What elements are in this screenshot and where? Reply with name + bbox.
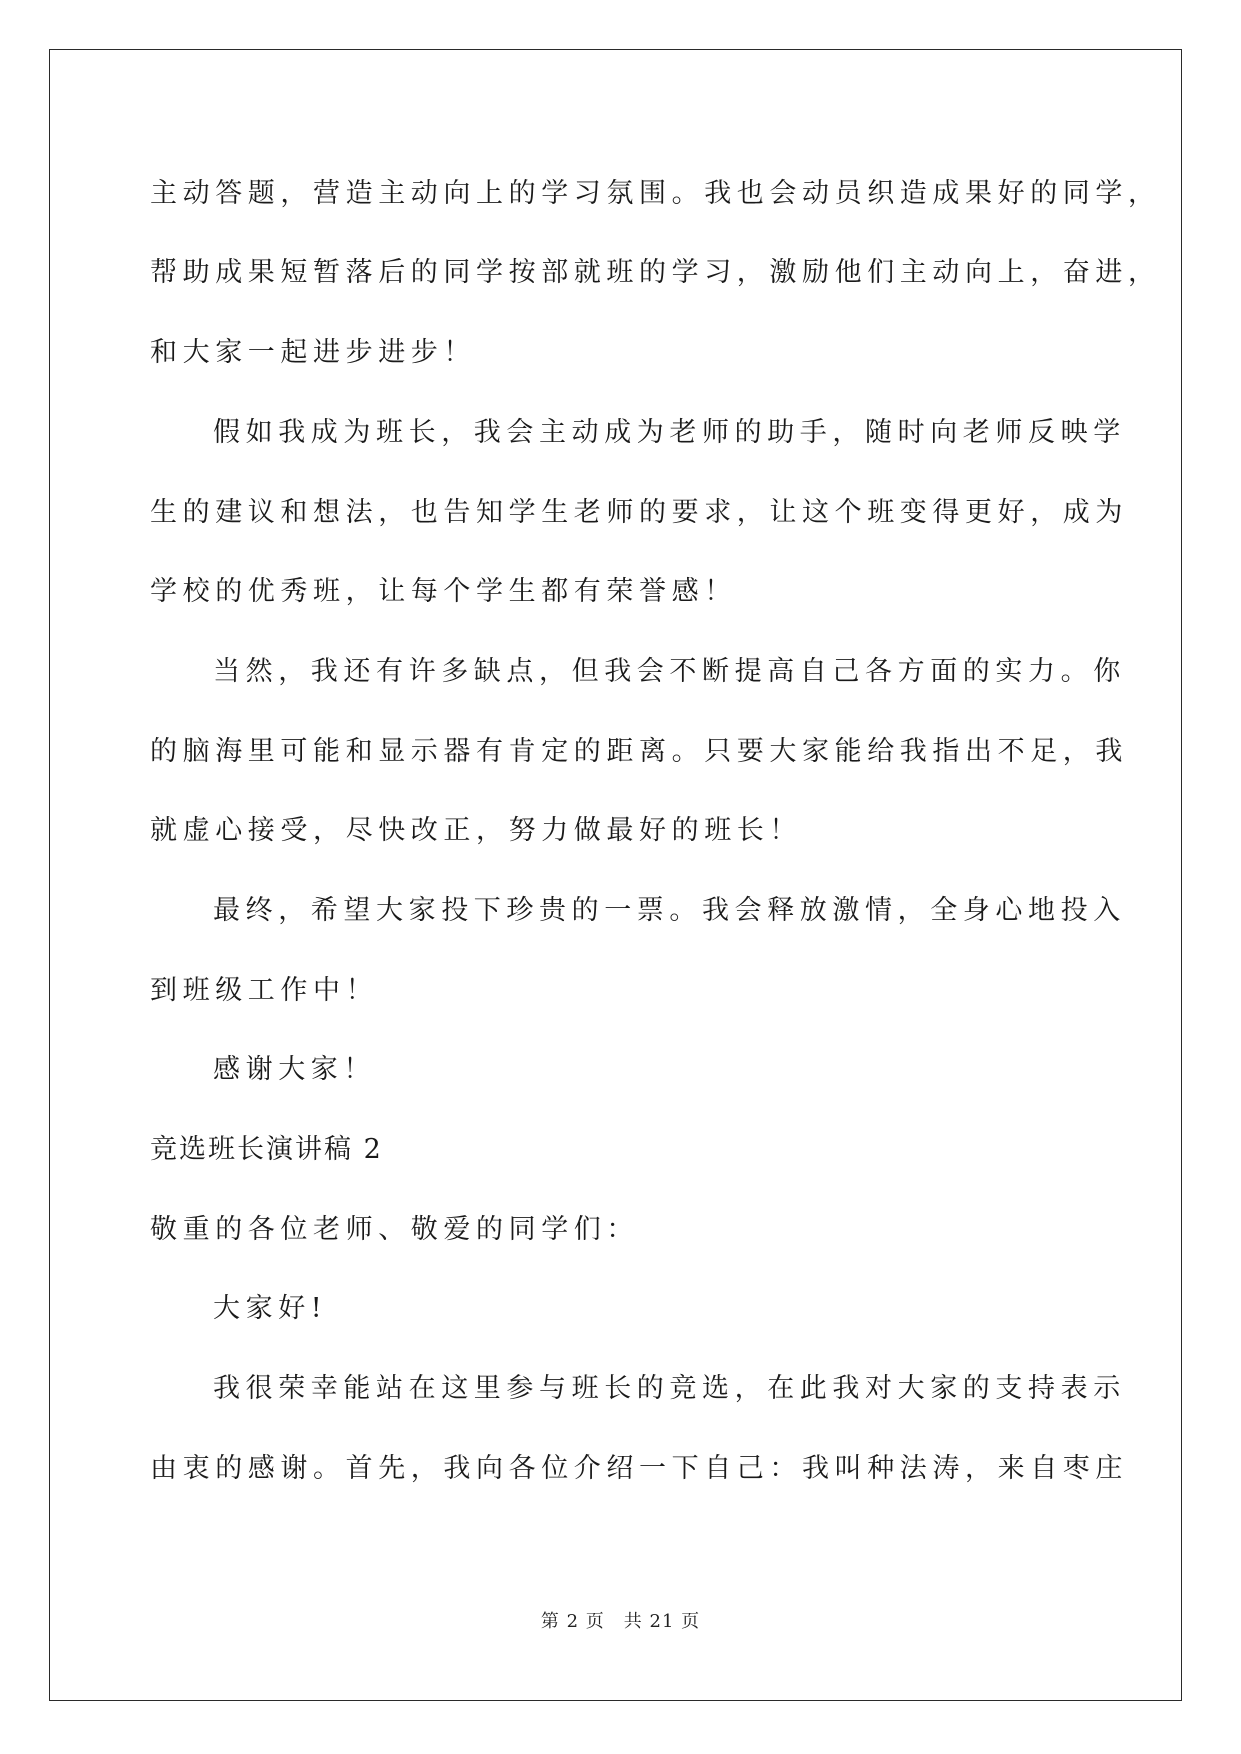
paragraph-start: 假如我成为班长，我会主动成为老师的助手，随时向老师反映学 <box>213 417 1126 448</box>
page-number: 第 2 页 共 21 页 <box>540 1611 701 1632</box>
text-line: 和大家一起进步进步！ <box>150 337 476 368</box>
paragraph-start: 当然，我还有许多缺点，但我会不断提高自己各方面的实力。你 <box>213 656 1126 687</box>
text-line: 学校的优秀班，让每个学生都有荣誉感！ <box>150 576 737 607</box>
text-line: 的脑海里可能和显示器有肯定的距离。只要大家能给我指出不足，我 <box>150 736 1128 767</box>
text-line: 生的建议和想法，也告知学生老师的要求，让这个班变得更好，成为 <box>150 497 1128 528</box>
text-line: 就虚心接受，尽快改正，努力做最好的班长！ <box>150 815 802 846</box>
greeting: 大家好! <box>213 1293 328 1324</box>
paragraph-start: 感谢大家！ <box>213 1054 376 1085</box>
text-line: 由衷的感谢。首先，我向各位介绍一下自己：我叫种法涛，来自枣庄 <box>150 1453 1128 1484</box>
text-line: 主动答题，营造主动向上的学习氛围。我也会动员织造成果好的同学， <box>150 178 1161 209</box>
salutation: 敬重的各位老师、敬爱的同学们： <box>150 1214 639 1245</box>
text-line: 帮助成果短暂落后的同学按部就班的学习，激励他们主动向上，奋进， <box>150 257 1161 288</box>
paragraph-start: 我很荣幸能站在这里参与班长的竞选，在此我对大家的支持表示 <box>213 1373 1126 1404</box>
paragraph-start: 最终，希望大家投下珍贵的一票。我会释放激情，全身心地投入 <box>213 895 1126 926</box>
text-line: 到班级工作中！ <box>150 975 379 1006</box>
section-title: 竞选班长演讲稿 2 <box>150 1134 383 1165</box>
